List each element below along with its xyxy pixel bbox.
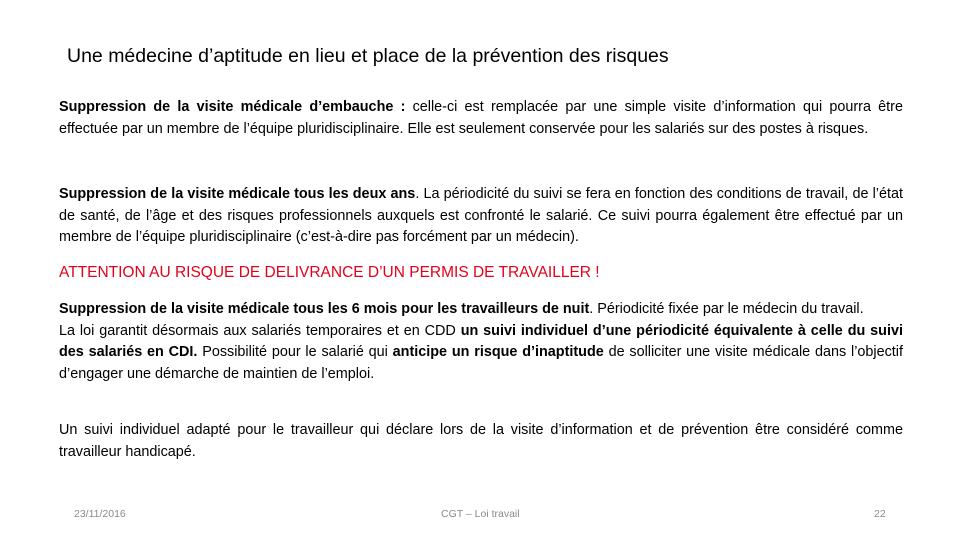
paragraph-inaptitude-text: Possibilité pour le salarié qui [197,344,393,360]
paragraph-embauche [59,97,903,140]
paragraph-nuit-text: . Périodicité fixée par le médecin du travail. [589,301,864,317]
paragraph-embauche-heading: Suppression de la visite médicale d’embauche : [59,99,406,115]
paragraph-nuit-heading: Suppression de la visite médicale tous les 6 mois pour les travailleurs de nuit [59,301,590,317]
paragraph-embauche-text: celle-ci est remplacée par une simple visite d’information qui pourra être effectuée par un membre de l’équipe pluridisciplinaire. Elle est seulement conservée pour les salariés sur des postes à risques. [59,99,903,137]
paragraph-deux-ans [59,184,903,249]
slide-title: Une médecine d’aptitude en lieu et place de la prévention des risques [67,45,669,67]
footer-page-number: 22 [874,508,886,520]
paragraph-maintien-text: de solliciter une visite médicale dans l’objectif d’engager une démarche de maintien de l’emploi. [59,344,903,382]
paragraph-cdd-bold: un suivi individuel d’une périodicité équivalente à celle du suivi des salariés en CDI. [59,322,903,360]
paragraph-deux-ans-heading: Suppression de la visite médicale tous les deux ans [59,186,416,202]
paragraph-deux-ans-text: . La périodicité du suivi se fera en fonction des conditions de travail, de l’état de santé, de l’âge et des risques professionnels auxquels est confronté le salarié. Ce suivi pourra également être effectué par un membre de l’équipe pluridisciplinaire (c’est-à-dire pas forcément par un médecin). [59,186,903,245]
paragraph-cdd-text: La loi garantit désormais aux salariés temporaires et en CDD [59,322,461,339]
paragraph-inaptitude-bold: anticipe un risque d’inaptitude [392,344,604,360]
footer-date: 23/11/2016 [74,508,126,520]
paragraph-handicap: Un suivi individuel adapté pour le travailleur qui déclare lors de la visite d’information et de prévention être considéré comme travailleur handicapé. [59,422,903,460]
footer-center-text: CGT – Loi travail [441,508,520,520]
alert-text: ATTENTION AU RISQUE DE DELIVRANCE D’UN PERMIS DE TRAVAILLER ! [59,264,600,281]
paragraph-travailleurs-nuit [59,299,903,385]
